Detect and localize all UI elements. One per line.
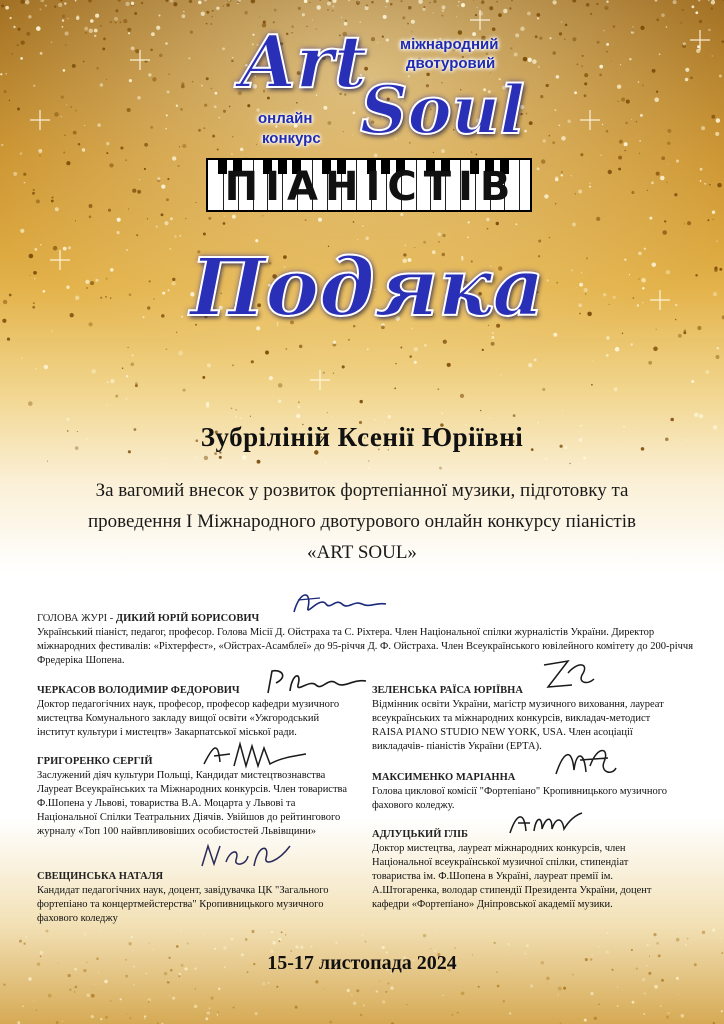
logo-soul: Soul [360,71,525,149]
description-line-1: За вагомий внесок у розвиток фортепіанної музики, підготовку та [95,480,629,501]
jury-member-bio: Кандидат педагогічних наук, доцент, завідувачка ЦК "Загального фортепіано та концертмейстерства" Кропивницького музичного фахового коледжу [37,885,329,924]
logo-dvoturovyi: двотуровий [406,55,496,72]
jury-member-name: ГРИГОРЕНКО СЕРГІЙ [37,756,153,767]
logo-konkurs: конкурс [262,130,321,147]
jury-head-name: ДИКИЙ ЮРІЙ БОРИСОВИЧ [115,613,260,624]
signature-cherkasov [262,665,372,699]
signature-svechynska [196,836,296,876]
logo-art: Art [240,19,368,104]
jury-member-name: СВЕЩИНСЬКА НАТАЛЯ [37,871,164,882]
recipient-name: Зубріліній Ксенії Юріївні [200,422,524,452]
piano-keys-banner [206,158,532,212]
jury-member-bio: Заслужений діяч культури Польщі, Кандидат мистецтвознавства Лауреат Всеукраїнських та Міжнародних конкурсів. Член товариства Ф.Шопена у Львові, товариства В.А. Моцарта у Львові та Національної Спілки Театральних Діячів. Увійшов до рейтингового журналу «Топ 100 найвпливовіших особистостей Львівщини» [37,770,348,837]
signature-hryhorenko [200,738,310,774]
jury-member-bio: Доктор педагогічних наук, професор, професор кафедри музичного мистецтва Комунального закладу вищої освіти «Ужгородський інститут культури і мистецтв» Закарпатської міської ради. [37,699,340,738]
jury-member-name: МАКСИМЕНКО МАРІАННА [372,772,516,783]
jury-member-bio: Голова циклової комісії "Фортепіано" Кропивницького музичного фахового коледжу. [372,786,668,811]
jury-head-bio: Український піаніст, педагог, професор. Голова Місії Д. Ойстраха та С. Ріхтера. Член Національної спілки журналістів України. Директор міжнародних фестивалів: «Ріхтерфест», «Ойстрах-Асамблеї» до 95-річчя Д. Ф. Ойстраха. Член Всеукраїнського ювілейного комітету до 200-річчя Фредеріка Шопена. [37,627,694,666]
signature-zelenska [538,655,598,695]
description [60,475,664,568]
logo-onlain: онлайн [258,110,313,127]
signature-adlutskyi [506,805,586,839]
signature-dykyi [290,586,390,622]
jury-member-bio: Доктор мистецтва, лауреат міжнародних конкурсів, член Національної всеукраїнської музичної спілки, стипендіат товариства ім. Ф.Шопена в Україні, лауреат премії ім. А.Штогаренка, володар стипендії Президента України, доцент кафедри «Фортепіано» Дніпровської академії музики. [372,843,652,910]
jury-member-bio: Відмінник освіти України, магістр музичного виховання, лауреат всеукраїнських та міжнародних конкурсів, викладач-методист RAISA PIANO STUDIO NEW YORK, USA. Член асоціації викладачів- піаністів України (ЕРТА). [372,699,664,752]
signature-maksymenko [550,740,620,784]
logo-mizhnarodnyi: міжнародний [400,36,499,53]
logo [0,0,724,240]
jury-member-name: ЧЕРКАСОВ ВОЛОДИМИР ФЕДОРОВИЧ [37,685,240,696]
description-line-3: «ART SOUL» [307,542,417,563]
description-line-2: проведення І Міжнародного двотурового онлайн конкурсу піаністів [87,511,636,532]
jury-member-name: АДЛУЦЬКИЙ ГЛІБ [372,829,468,840]
certificate-title: Подяка [190,240,545,334]
jury-member-name: ЗЕЛЕНСЬКА РАЇСА ЮРІЇВНА [372,685,523,696]
jury-member [372,828,672,912]
event-date: 15-17 листопада 2024 [267,952,457,974]
jury-member [37,870,353,926]
logo-pianistiv: ПІАНІСТІВ [224,164,518,210]
jury-head-role: ГОЛОВА ЖУРІ - [37,613,116,624]
jury-member [372,684,672,754]
